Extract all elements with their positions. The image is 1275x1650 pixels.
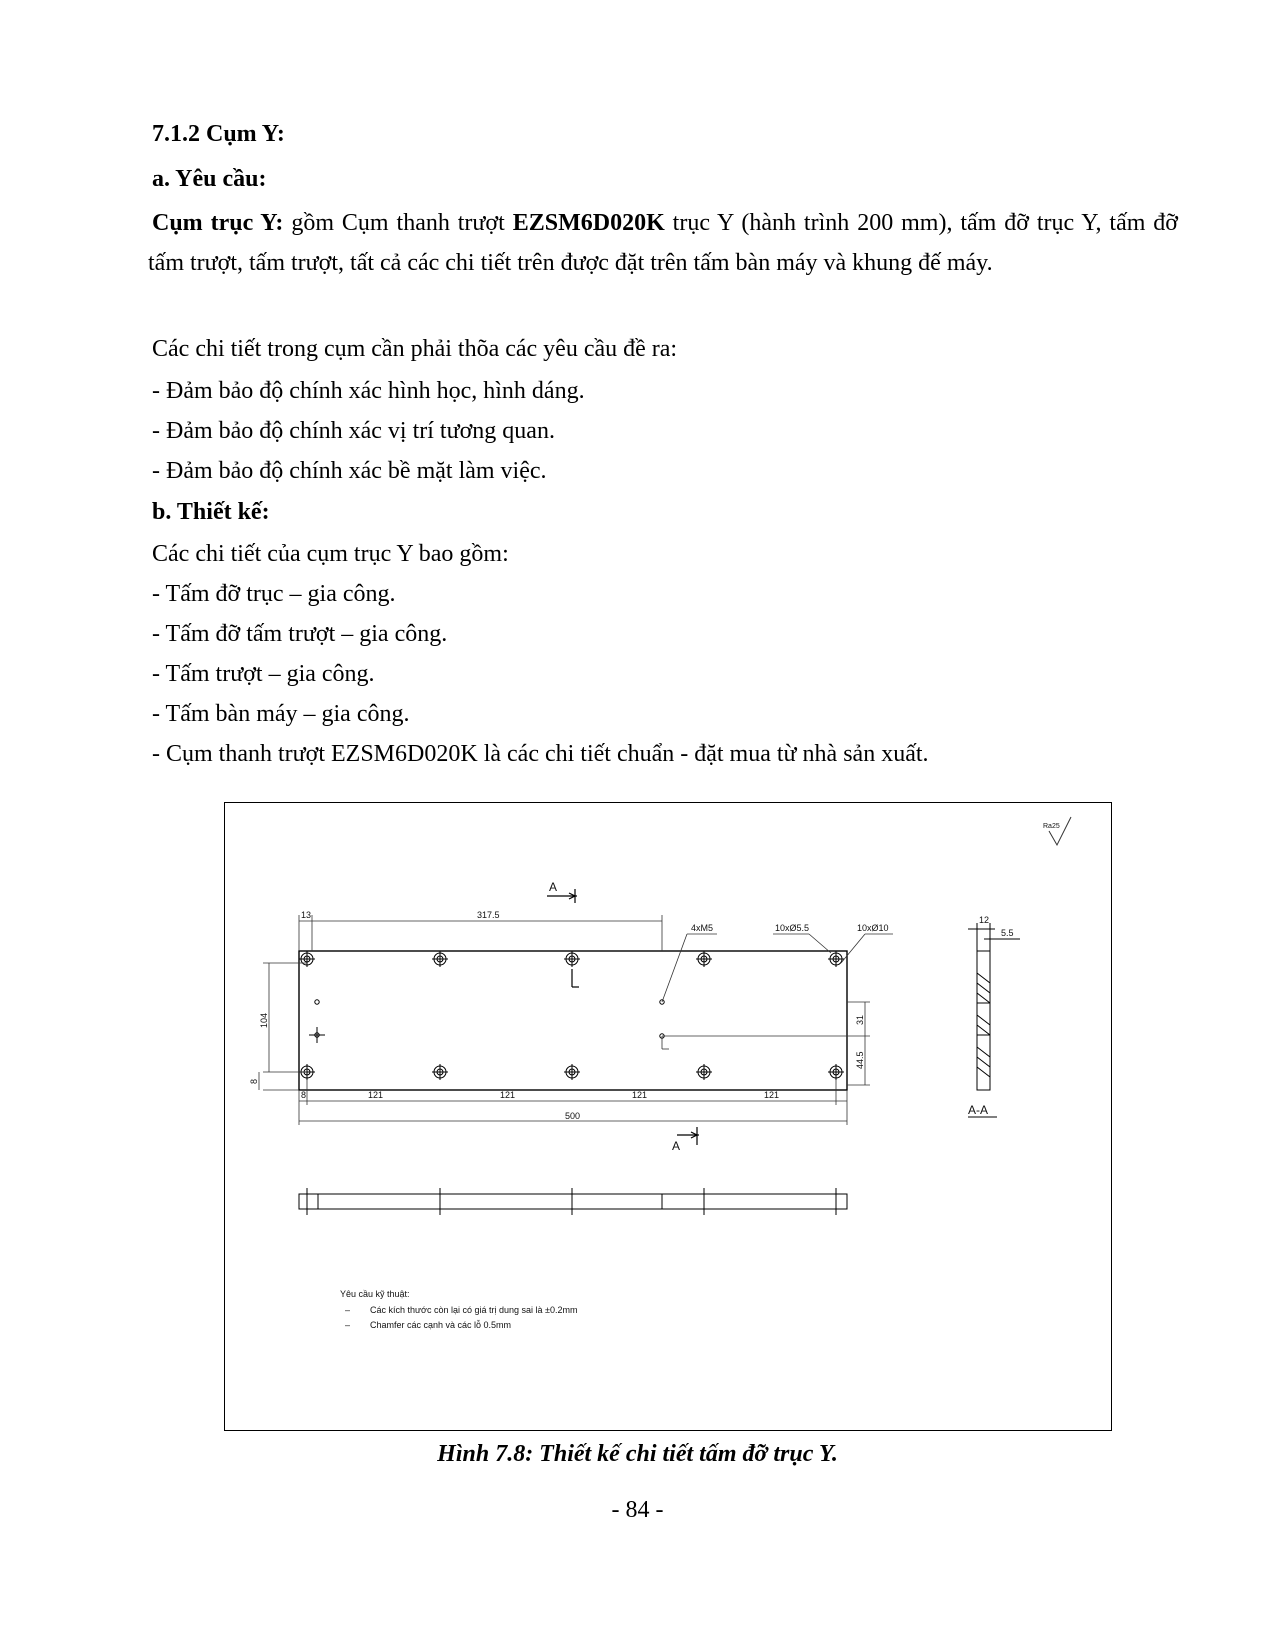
roughness-symbol [1043, 817, 1071, 845]
section-label-aa: A-A [968, 1103, 989, 1117]
subsection-a-heading: a. Yêu cầu: [152, 166, 267, 192]
section-view-aa [968, 923, 1020, 1090]
dim-121: 121 [368, 1090, 384, 1100]
technical-drawing [224, 802, 1112, 1431]
note-item: Chamfer các cạnh và các lỗ 0.5mm [370, 1320, 512, 1330]
m5-holes [309, 1000, 664, 1043]
dim-13: 13 [301, 910, 312, 920]
note-item: Các kích thước còn lại có giá trị dung sai là ±0.2mm [370, 1305, 578, 1315]
dim-8-horizontal: 8 [301, 1090, 307, 1100]
holes-top-row [299, 951, 844, 967]
roughness-value: Ra25 [1043, 823, 1060, 830]
requirements-intro: Các chi tiết trong cụm cần phải thõa các yêu cầu đề ra: [152, 336, 678, 362]
dim-500: 500 [565, 1111, 581, 1121]
dim-121: 121 [764, 1090, 780, 1100]
top-dimensions [299, 915, 662, 951]
section-marker-top [547, 889, 579, 987]
callout-4xm5: 4xM5 [691, 923, 714, 933]
dim-121: 121 [500, 1090, 516, 1100]
dim-121: 121 [632, 1090, 648, 1100]
drawing-svg [225, 803, 1113, 1432]
part-item: - Cụm thanh trượt EZSM6D020K là các chi tiết chuẩn - đặt mua từ nhà sản xuất. [152, 741, 929, 767]
parts-intro: Các chi tiết của cụm trục Y bao gồm: [152, 541, 509, 567]
part-item: - Tấm đỡ tấm trượt – gia công. [152, 621, 448, 647]
intro-lead: Cụm trục Y: [152, 210, 284, 236]
dim-5-5: 5.5 [1001, 928, 1014, 938]
dim-8-vertical: 8 [249, 1078, 259, 1084]
holes-bottom-row [299, 1064, 844, 1080]
callout-10x10: 10xØ10 [857, 923, 889, 933]
dim-31: 31 [855, 1014, 865, 1025]
dim-317-5: 317.5 [477, 910, 500, 920]
intro-paragraph [148, 203, 1178, 283]
section-letter-bottom: A [672, 1139, 681, 1153]
figure-caption: Hình 7.8: Thiết kế chi tiết tấm đỡ trục Y. [437, 1441, 838, 1467]
dim-104: 104 [259, 1012, 269, 1028]
section-letter-top: A [549, 880, 558, 894]
intro-text-2: trục Y (hành trình 200 mm), tấm đỡ trục Y, tấm đỡ tấm trượt, tấm trượt, tất cả các chi tiết trên được đặt trên tấm bàn máy và khung đế máy. [148, 210, 1179, 276]
requirement-item: - Đảm bảo độ chính xác bề mặt làm việc. [152, 458, 547, 484]
subsection-b-heading: b. Thiết kế: [152, 499, 270, 525]
dim-12: 12 [979, 915, 990, 925]
section-marker-bottom [677, 1127, 699, 1145]
part-item: - Tấm bàn máy – gia công. [152, 701, 410, 727]
intro-text-1: gồm Cụm thanh trượt [283, 210, 513, 236]
notes-title: Yêu cầu kỹ thuật: [340, 1289, 410, 1299]
part-item: - Tấm đỡ trục – gia công. [152, 581, 396, 607]
section-title: 7.1.2 Cụm Y: [152, 121, 285, 147]
notes-bullet: – [345, 1320, 351, 1330]
side-view [299, 1188, 847, 1215]
dim-44-5: 44.5 [855, 1051, 865, 1069]
product-code: EZSM6D020K [512, 210, 665, 236]
callout-10x5-5: 10xØ5.5 [775, 923, 810, 933]
requirement-item: - Đảm bảo độ chính xác vị trí tương quan. [152, 418, 555, 444]
page-number: - 84 - [611, 1497, 664, 1523]
part-item: - Tấm trượt – gia công. [152, 661, 375, 687]
notes-bullet: – [345, 1305, 351, 1315]
requirement-item: - Đảm bảo độ chính xác hình học, hình dáng. [152, 378, 585, 404]
